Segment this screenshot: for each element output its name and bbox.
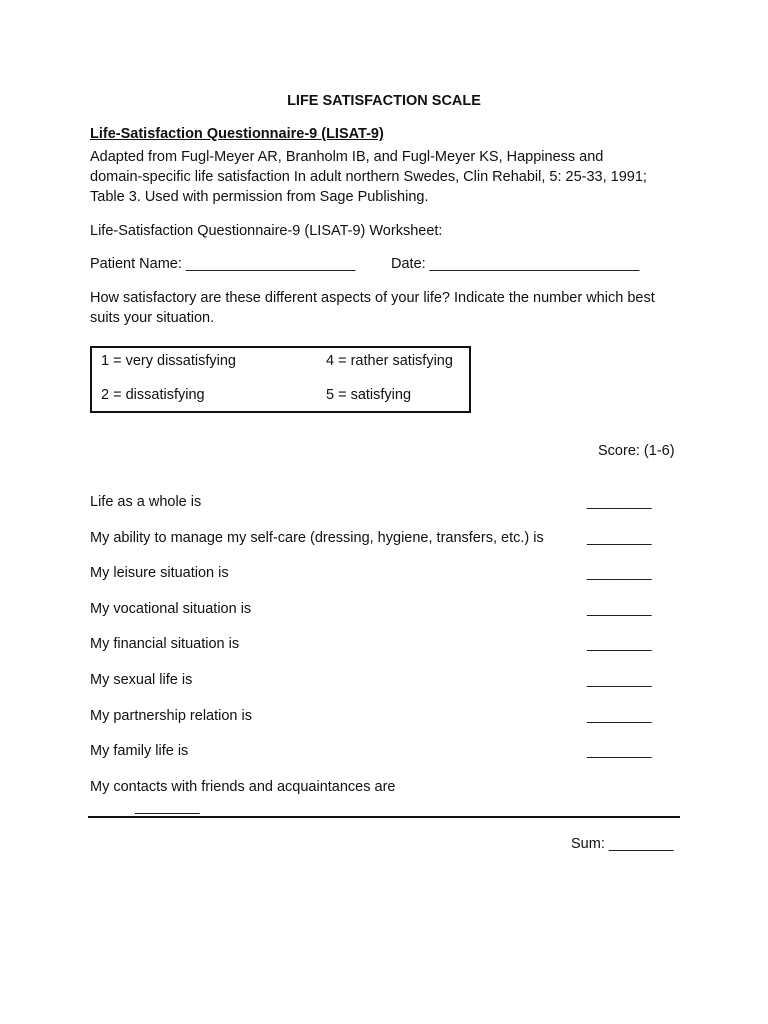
date-field: Date: __________________________ [391,256,640,272]
question-label: My family life is [90,743,189,759]
answer-blank: ________ [587,530,652,546]
answer-blank: ________ [135,799,200,815]
instructions-line-1: How satisfactory are these different aspects of your life? Indicate the number which best [90,290,655,306]
patient-name-field: Patient Name: _____________________ [90,256,356,272]
worksheet-label: Life-Satisfaction Questionnaire-9 (LISAT-9) Worksheet: [90,223,443,239]
divider-line [88,816,680,818]
question-label: My vocational situation is [90,601,252,617]
answer-blank: ________ [587,636,652,652]
citation-line-3: Table 3. Used with permission from Sage Publishing. [90,189,429,205]
question-label: My contacts with friends and acquaintances are [90,779,396,795]
instructions-line-2: suits your situation. [90,310,215,326]
question-label: Life as a whole is [90,494,202,510]
question-label: My ability to manage my self-care (dressing, hygiene, transfers, etc.) is [90,530,544,546]
questionnaire-subtitle: Life-Satisfaction Questionnaire-9 (LISAT-9) [90,126,384,142]
answer-blank: ________ [587,672,652,688]
legend-item: 1 = very dissatisfying [101,353,236,369]
sum-field: Sum: ________ [571,836,674,852]
legend-item: 2 = dissatisfying [101,387,205,403]
legend-item: 5 = satisfying [326,387,412,403]
citation-line-2: domain-specific life satisfaction In adult northern Swedes, Clin Rehabil, 5: 25-33, 1991; [90,169,647,185]
rating-legend-box [90,346,471,413]
answer-blank: ________ [587,601,652,617]
question-label: My leisure situation is [90,565,229,581]
legend-item: 4 = rather satisfying [326,353,453,369]
question-label: My sexual life is [90,672,193,688]
score-header: Score: (1-6) [598,443,675,459]
answer-blank: ________ [587,743,652,759]
answer-blank: ________ [587,494,652,510]
answer-blank: ________ [587,565,652,581]
answer-blank: ________ [587,708,652,724]
document-title: LIFE SATISFACTION SCALE [287,93,481,109]
citation-line-1: Adapted from Fugl-Meyer AR, Branholm IB, and Fugl-Meyer KS, Happiness and [90,149,604,165]
question-label: My financial situation is [90,636,240,652]
question-label: My partnership relation is [90,708,252,724]
